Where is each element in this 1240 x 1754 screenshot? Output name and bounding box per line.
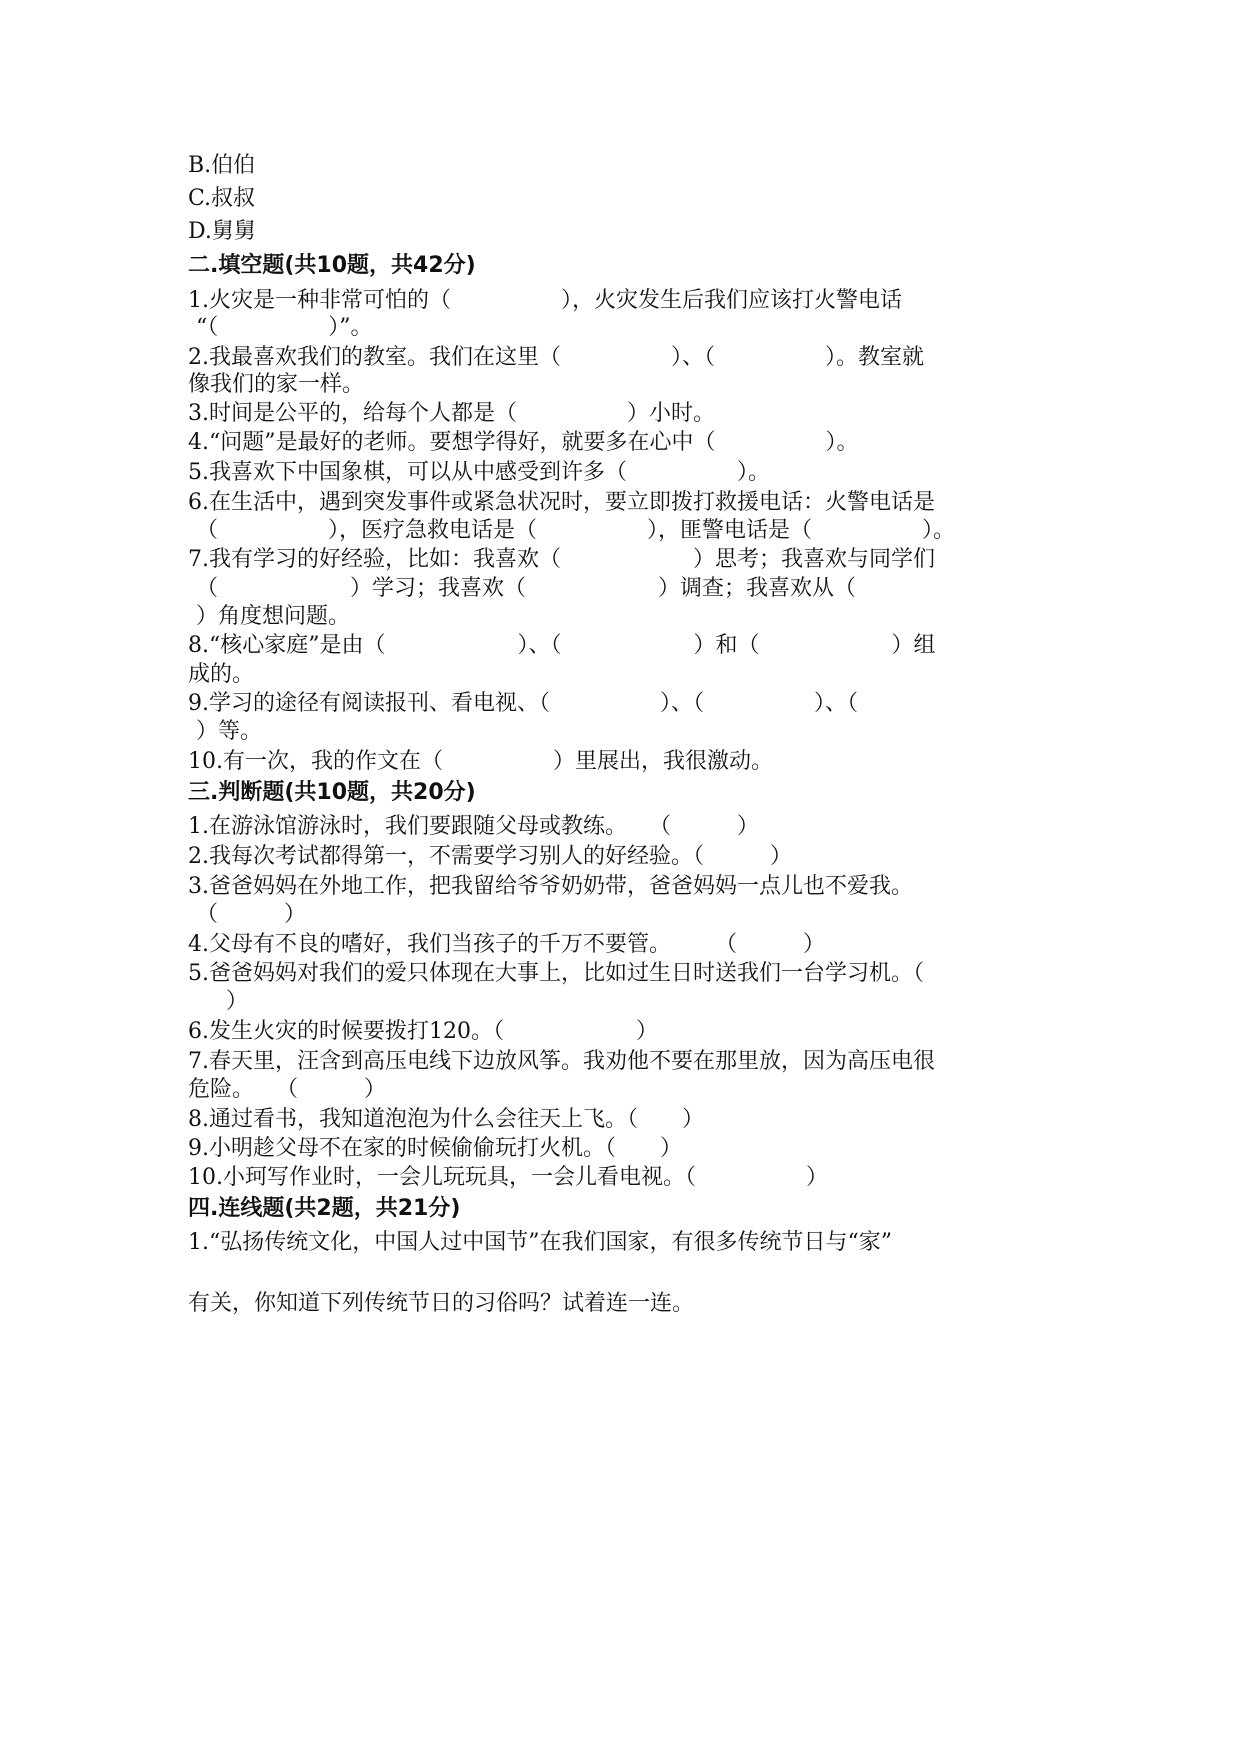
judge-q7-line2: 危险。 （ ） [188,1077,387,1102]
section-heading-true-false: 三.判断题(共10题，共20分) [188,780,476,805]
judge-q10: 10.小珂写作业时，一会儿玩玩具，一会儿看电视。（ ） [188,1165,828,1190]
judge-q5-line2: ） [226,989,249,1014]
fill-q6-line2: （ ），医疗急救电话是（ ），匪警电话是（ ）。 [196,518,956,543]
match-q1-line1: 1.“弘扬传统文化，中国人过中国节”在我们国家，有很多传统节日与“家” [188,1230,892,1255]
fill-q2-line2: 像我们的家一样。 [188,372,365,397]
fill-q2-line1: 2.我最喜欢我们的教室。我们在这里（ ）、（ ）。教室就 [188,345,924,370]
judge-q5-line1: 5.爸爸妈妈对我们的爱只体现在大事上，比如过生日时送我们一台学习机。（ [188,961,924,986]
fill-q7-line1: 7.我有学习的好经验，比如：我喜欢（ ）思考；我喜欢与同学们 [188,547,935,572]
judge-q3-line1: 3.爸爸妈妈在外地工作，把我留给爷爷奶奶带，爸爸妈妈一点儿也不爱我。 [188,874,913,899]
option-d: D.舅舅 [188,219,256,244]
match-q1-line2: 有关，你知道下列传统节日的习俗吗？试着连一连。 [188,1291,695,1316]
judge-q3-line2: （ ） [196,902,307,927]
fill-q9-line2: ）等。 [196,719,263,744]
judge-q4: 4.父母有不良的嗜好，我们当孩子的千万不要管。 （ ） [188,932,825,957]
fill-q4: 4.“问题”是最好的老师。要想学得好，就要多在心中（ ）。 [188,430,859,455]
option-c: C.叔叔 [188,186,256,211]
section-heading-fill-in: 二.填空题(共10题，共42分) [188,253,476,278]
fill-q6-line1: 6.在生活中，遇到突发事件或紧急状况时，要立即拨打救援电话：火警电话是 [188,490,935,515]
fill-q1-line1: 1.火灾是一种非常可怕的（ ），火灾发生后我们应该打火警电话 [188,288,902,313]
fill-q8-line1: 8.“核心家庭”是由（ ）、（ ）和（ ）组 [188,633,936,658]
judge-q6: 6.发生火灾的时候要拨打120。（ ） [188,1019,658,1044]
option-b: B.伯伯 [188,153,256,178]
judge-q7-line1: 7.春天里，汪含到高压电线下边放风筝。我劝他不要在那里放，因为高压电很 [188,1049,935,1074]
fill-q3: 3.时间是公平的，给每个人都是（ ）小时。 [188,401,715,426]
fill-q7-line3: ）角度想问题。 [196,604,351,629]
section-heading-matching: 四.连线题(共2题，共21分) [188,1196,461,1221]
judge-q8: 8.通过看书，我知道泡泡为什么会往天上飞。（ ） [188,1107,704,1132]
fill-q9-line1: 9.学习的途径有阅读报刊、看电视、（ ）、（ ）、（ [188,691,858,716]
fill-q5: 5.我喜欢下中国象棋，可以从中感受到许多（ ）。 [188,460,770,485]
judge-q9: 9.小明趁父母不在家的时候偷偷玩打火机。（ ） [188,1136,682,1161]
fill-q7-line2: （ ）学习；我喜欢（ ）调查；我喜欢从（ [196,576,857,601]
fill-q1-line2: “（ ）”。 [196,315,373,340]
judge-q2: 2.我每次考试都得第一，不需要学习别人的好经验。（ ） [188,844,792,869]
fill-q8-line2: 成的。 [188,662,255,687]
judge-q1: 1.在游泳馆游泳时，我们要跟随父母或教练。 （ ） [188,814,759,839]
fill-q10: 10.有一次，我的作文在（ ）里展出，我很激动。 [188,749,773,774]
